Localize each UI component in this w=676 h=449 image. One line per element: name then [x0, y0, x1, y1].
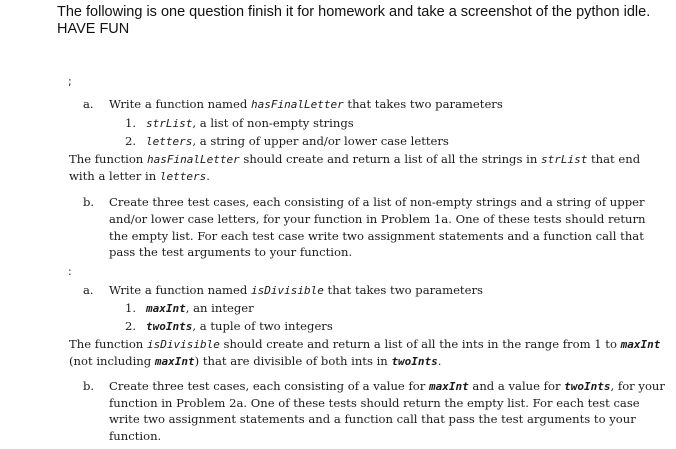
param-name: letters	[146, 135, 193, 148]
problem1a-desc-line2	[69, 169, 210, 184]
text: Create three test cases, each consisting of a value for	[109, 379, 429, 393]
text: , a list of non-empty strings	[192, 116, 354, 130]
text: should create and return a list of all the strings in	[239, 152, 541, 166]
problem2a-param1	[146, 301, 254, 316]
problem1a-title	[109, 97, 503, 112]
intro-line-1: The following is one question finish it for homework and take a screenshot of the python idle.	[57, 4, 651, 20]
problem2-marker: :	[68, 265, 72, 278]
problem2b-line: function.	[109, 429, 162, 443]
problem1b-line: the empty list. For each test case write two assignment statements and a function call that	[109, 229, 644, 243]
text: ) that are divisible of both ints in	[194, 354, 392, 368]
function-name: isDivisible	[251, 284, 324, 297]
param-name: twoInts	[391, 355, 438, 368]
problem1a-param2-num: 2.	[125, 134, 137, 148]
text: , an integer	[185, 301, 254, 315]
param-name: strList	[146, 117, 193, 130]
intro-line-2: HAVE FUN	[57, 21, 130, 37]
problem1-marker: ;	[68, 75, 72, 88]
problem1b-label: b.	[83, 195, 95, 209]
param-name: maxInt	[154, 355, 195, 368]
text: The function	[69, 152, 147, 166]
text: that takes two parameters	[323, 283, 483, 297]
problem2a-param2	[146, 319, 333, 334]
text: , for your	[610, 379, 665, 393]
problem2a-param1-num: 1.	[125, 301, 137, 315]
problem2a-param2-num: 2.	[125, 319, 137, 333]
problem2a-label: a.	[83, 283, 94, 297]
problem1b-line: pass the test arguments to your function.	[109, 245, 353, 259]
problem1b-line: Create three test cases, each consisting of a list of non-empty strings and a string of upper	[109, 195, 645, 209]
param-name: maxInt	[620, 338, 661, 351]
problem1a-param1	[146, 116, 354, 131]
problem2b-line1	[109, 379, 665, 394]
problem2a-desc-line1	[69, 337, 660, 352]
param-name: twoInts	[146, 320, 193, 333]
problem2b-label: b.	[83, 379, 95, 393]
problem1a-desc-line1	[69, 152, 640, 167]
param-name: letters	[159, 170, 207, 183]
problem1b-line: and/or lower case letters, for your function in Problem 1a. One of these tests should return	[109, 212, 646, 226]
text: Write a function named	[109, 283, 252, 297]
param-name: maxInt	[146, 302, 186, 315]
problem2a-title	[109, 283, 483, 298]
param-name: twoInts	[564, 380, 611, 393]
text: that end	[587, 152, 641, 166]
problem1a-label: a.	[83, 97, 94, 111]
problem2b-line: function in Problem 2a. One of these tests should return the empty list. For each test case	[109, 396, 640, 410]
problem2b-line: write two assignment statements and a function call that pass the test arguments to your	[109, 412, 636, 426]
function-name: hasFinalLetter	[251, 98, 344, 111]
text: The function	[69, 337, 147, 351]
function-name: isDivisible	[146, 338, 220, 351]
text: .	[437, 354, 442, 368]
text: .	[206, 169, 210, 183]
text: , a string of upper and/or lower case letters	[192, 134, 449, 148]
problem2a-desc-line2	[69, 354, 441, 369]
text: (not including	[69, 354, 155, 368]
text: should create and return a list of all the ints in the range from 1 to	[219, 337, 621, 351]
function-name: hasFinalLetter	[146, 153, 240, 166]
text: that takes two parameters	[343, 97, 503, 111]
problem1a-param1-num: 1.	[125, 116, 137, 130]
text: with a letter in	[69, 169, 160, 183]
param-name: maxInt	[428, 380, 469, 393]
problem1a-param2	[146, 134, 449, 149]
text: , a tuple of two integers	[192, 319, 333, 333]
text: Write a function named	[109, 97, 252, 111]
param-name: strList	[540, 153, 588, 166]
text: and a value for	[468, 379, 565, 393]
